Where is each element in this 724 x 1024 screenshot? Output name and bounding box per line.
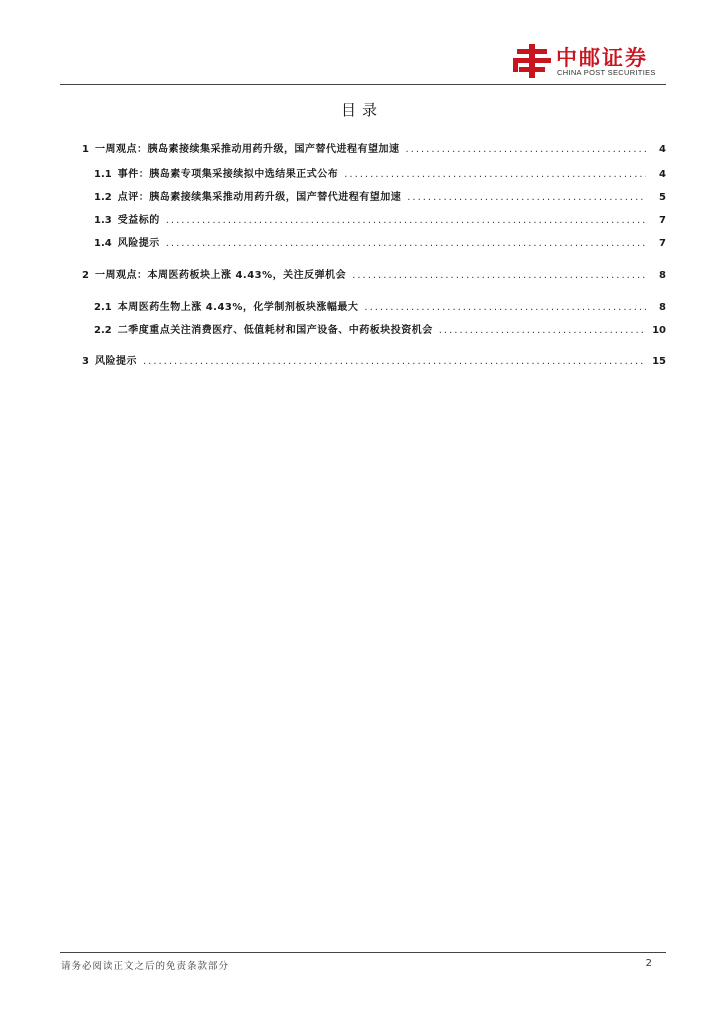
page-header <box>0 0 724 90</box>
toc-entry-text: 风险提示 <box>117 238 160 249</box>
toc-entry-number: 2 <box>82 270 89 281</box>
toc-entry-text: 一周观点：本周医药板块上涨 4.43%，关注反弹机会 <box>94 270 347 281</box>
toc-leader-dots <box>143 356 646 367</box>
toc-entry-text: 点评：胰岛素接续集采推动用药升级，国产替代进程有望加速 <box>117 192 402 203</box>
brand-name-en: CHINA POST SECURITIES <box>557 68 656 77</box>
toc-entry-number: 1 <box>82 144 89 155</box>
toc-leader-dots <box>166 238 646 249</box>
toc-entry-text: 二季度重点关注消费医疗、低值耗材和国产设备、中药板块投资机会 <box>117 325 433 336</box>
toc-entry-page: 8 <box>659 270 666 281</box>
footer-page-number: 2 <box>645 958 652 969</box>
toc-entry-page: 4 <box>659 144 666 155</box>
toc-entry-number: 1.4 <box>94 238 112 249</box>
toc-entry-number: 1.1 <box>94 169 112 180</box>
toc-leader-dots <box>364 302 646 313</box>
toc-leader-dots <box>407 192 646 203</box>
toc-leader-dots <box>344 169 646 180</box>
toc-entry-page: 15 <box>652 356 666 367</box>
toc-entry-page: 4 <box>659 169 666 180</box>
toc-leader-dots <box>405 144 646 155</box>
toc-entry-1-1[interactable] <box>82 165 666 181</box>
china-post-logo-icon <box>513 44 551 78</box>
toc-entry-1-4[interactable] <box>82 234 666 250</box>
toc-entry-number: 1.2 <box>94 192 112 203</box>
toc-entry-1-2[interactable] <box>82 188 666 204</box>
toc-entry-2[interactable] <box>82 266 666 282</box>
toc-entry-page: 5 <box>659 192 666 203</box>
toc-leader-dots <box>439 325 646 336</box>
toc-entry-1-3[interactable] <box>82 211 666 227</box>
toc-entry-page: 10 <box>652 325 666 336</box>
footer-divider <box>60 952 666 953</box>
toc-entry-2-2[interactable] <box>82 321 666 337</box>
toc-entry-3[interactable] <box>82 352 666 368</box>
toc-entry-number: 2.1 <box>94 302 112 313</box>
toc-entry-text: 风险提示 <box>94 356 137 367</box>
toc-entry-page: 7 <box>659 238 666 249</box>
toc-entry-text: 受益标的 <box>117 215 160 226</box>
toc-entry-number: 3 <box>82 356 89 367</box>
footer-disclaimer: 请务必阅读正文之后的免责条款部分 <box>61 961 230 972</box>
brand-name-cn: 中邮证券 <box>556 46 648 70</box>
toc-entry-2-1[interactable] <box>82 298 666 314</box>
toc-entry-1[interactable] <box>82 140 666 156</box>
toc-entry-text: 本周医药生物上涨 4.43%，化学制剂板块涨幅最大 <box>117 302 359 313</box>
toc-entry-number: 2.2 <box>94 325 112 336</box>
toc-title: 目录 <box>340 101 383 119</box>
toc-entry-page: 7 <box>659 215 666 226</box>
toc-leader-dots <box>166 215 646 226</box>
toc-leader-dots <box>352 270 646 281</box>
toc-entry-number: 1.3 <box>94 215 112 226</box>
header-divider <box>60 84 666 85</box>
toc-entry-text: 事件：胰岛素专项集采接续拟中选结果正式公布 <box>117 169 339 180</box>
toc-entry-text: 一周观点：胰岛素接续集采推动用药升级，国产替代进程有望加速 <box>94 144 400 155</box>
toc-entry-page: 8 <box>659 302 666 313</box>
